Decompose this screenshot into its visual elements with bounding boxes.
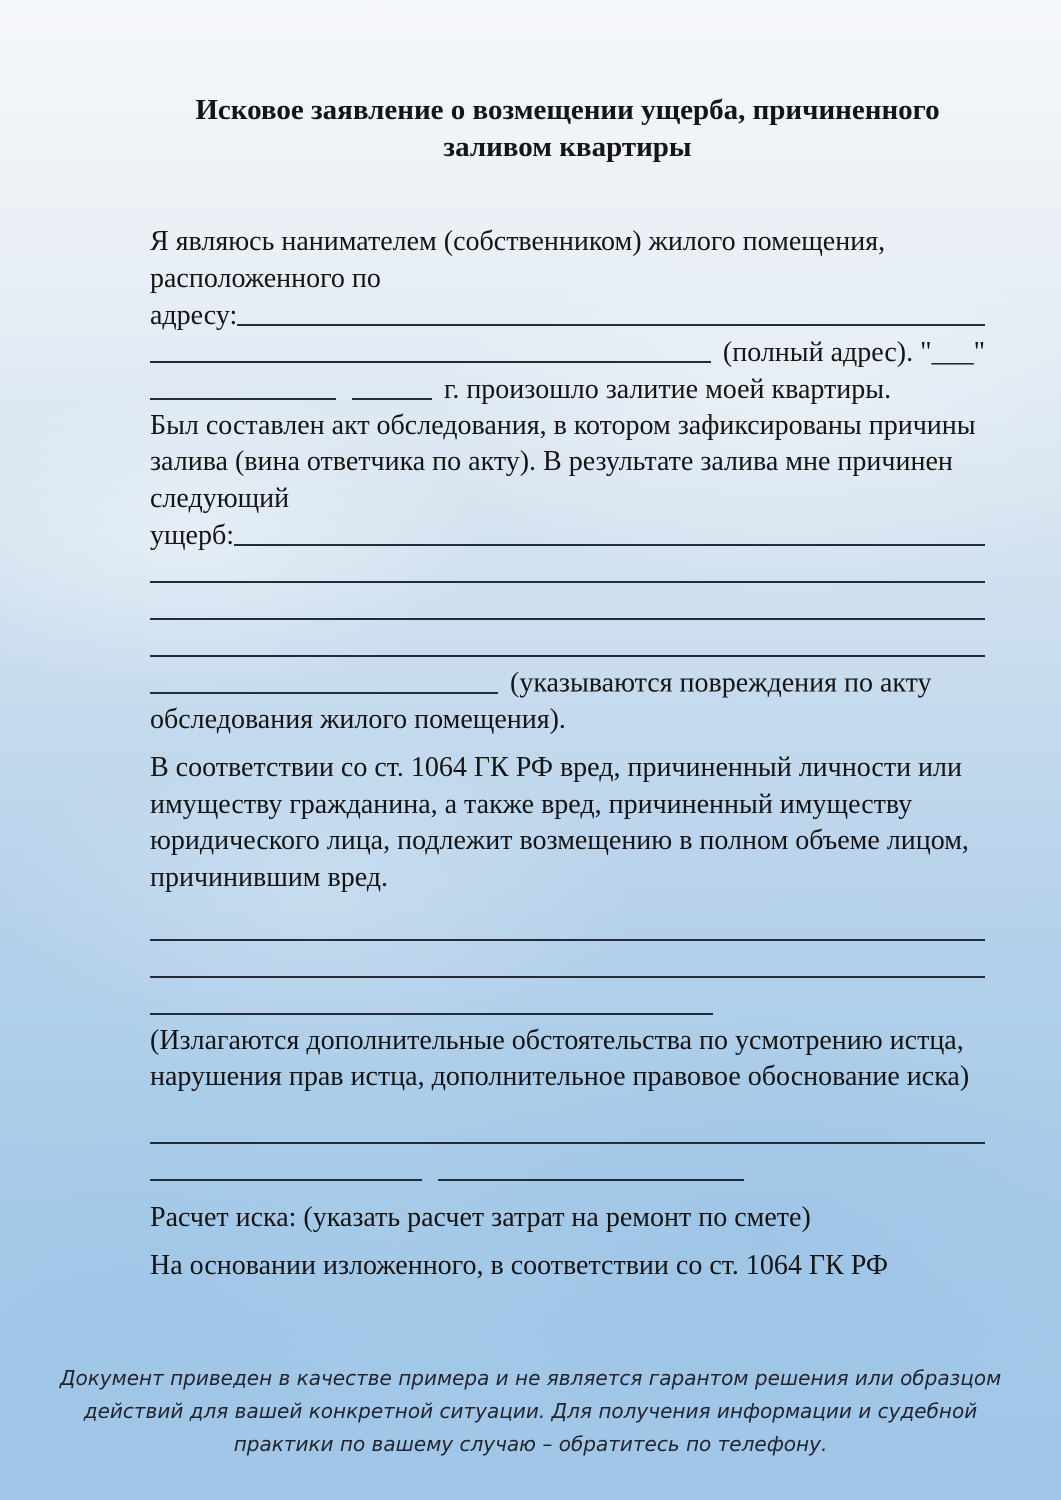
- full-address-fill-line: [150, 334, 985, 371]
- fill-blank: [150, 630, 985, 657]
- fill-blank: [150, 593, 985, 620]
- closing-blank-row: [150, 1153, 985, 1190]
- intro-paragraph: Я являюсь нанимателем (собственником) жилого помещения, расположенного по: [150, 226, 886, 294]
- date-month-blank: [150, 373, 336, 400]
- fill-blank: [150, 914, 985, 941]
- extra-blank-line-1: [150, 912, 985, 949]
- law-paragraph: В соответствии со ст. 1064 ГК РФ вред, причиненный личности или имуществу гражданина, а также вред, причиненный имуществу юридического лица, подлежит возмещению в полном объеме лицом, причинившим вред.: [150, 752, 969, 893]
- damage-blank-line-2: [150, 591, 985, 628]
- damage-label: ущерб:: [150, 519, 235, 551]
- date-fill-line: [150, 371, 985, 408]
- damage-fill-line: [150, 517, 985, 554]
- fill-blank: [150, 1155, 422, 1182]
- extra-blank-line-3: [150, 986, 985, 1023]
- address-blank-2: [150, 336, 711, 363]
- full-address-note: (полный адрес). "___": [722, 336, 985, 368]
- fill-blank: [150, 556, 985, 583]
- damage-note-text: (указываются повреждения по акту обследования жилого помещения).: [150, 667, 932, 736]
- damage-note-blank: [150, 667, 498, 694]
- date-suffix-text: г. произошло залитие моей квартиры.: [444, 373, 892, 405]
- additional-note-paragraph: (Излагаются дополнительные обстоятельства по усмотрению истца, нарушения прав истца, дополнительное правовое обоснование иска): [150, 1024, 970, 1093]
- date-year-blank: [352, 373, 432, 400]
- act-paragraph: Был составлен акт обследования, в котором зафиксированы причины залива (вина ответчика по акту). В результате залива мне причинен следующий: [150, 409, 976, 514]
- closing-blank-line: [150, 1116, 985, 1153]
- extra-blank-line-2: [150, 949, 985, 986]
- fill-blank: [150, 951, 985, 978]
- damage-blank-line-3: [150, 628, 985, 665]
- address-label: адресу:: [150, 299, 238, 331]
- footer-disclaimer: Документ приведен в качестве примера и не является гарантом решения или образцом действий для вашей конкретной ситуации. Для получения информации и судебной практики по вашему случаю – обратитесь по телефону.: [59, 1366, 1002, 1456]
- address-blank: [237, 299, 985, 326]
- fill-blank: [150, 988, 713, 1015]
- address-fill-line: [150, 297, 985, 334]
- document-title: Исковое заявление о возмещении ущерба, причиненного заливом квартиры: [195, 94, 940, 164]
- document-body: [150, 224, 985, 1284]
- fill-blank: [150, 1118, 985, 1145]
- damage-note-paragraph: [150, 665, 985, 738]
- basis-paragraph: На основании изложенного, в соответствии со ст. 1064 ГК РФ: [150, 1250, 888, 1282]
- damage-blank-line-1: [150, 554, 985, 591]
- calculation-paragraph: Расчет иска: (указать расчет затрат на ремонт по смете): [150, 1201, 811, 1233]
- damage-blank: [234, 519, 985, 546]
- fill-blank: [438, 1155, 744, 1182]
